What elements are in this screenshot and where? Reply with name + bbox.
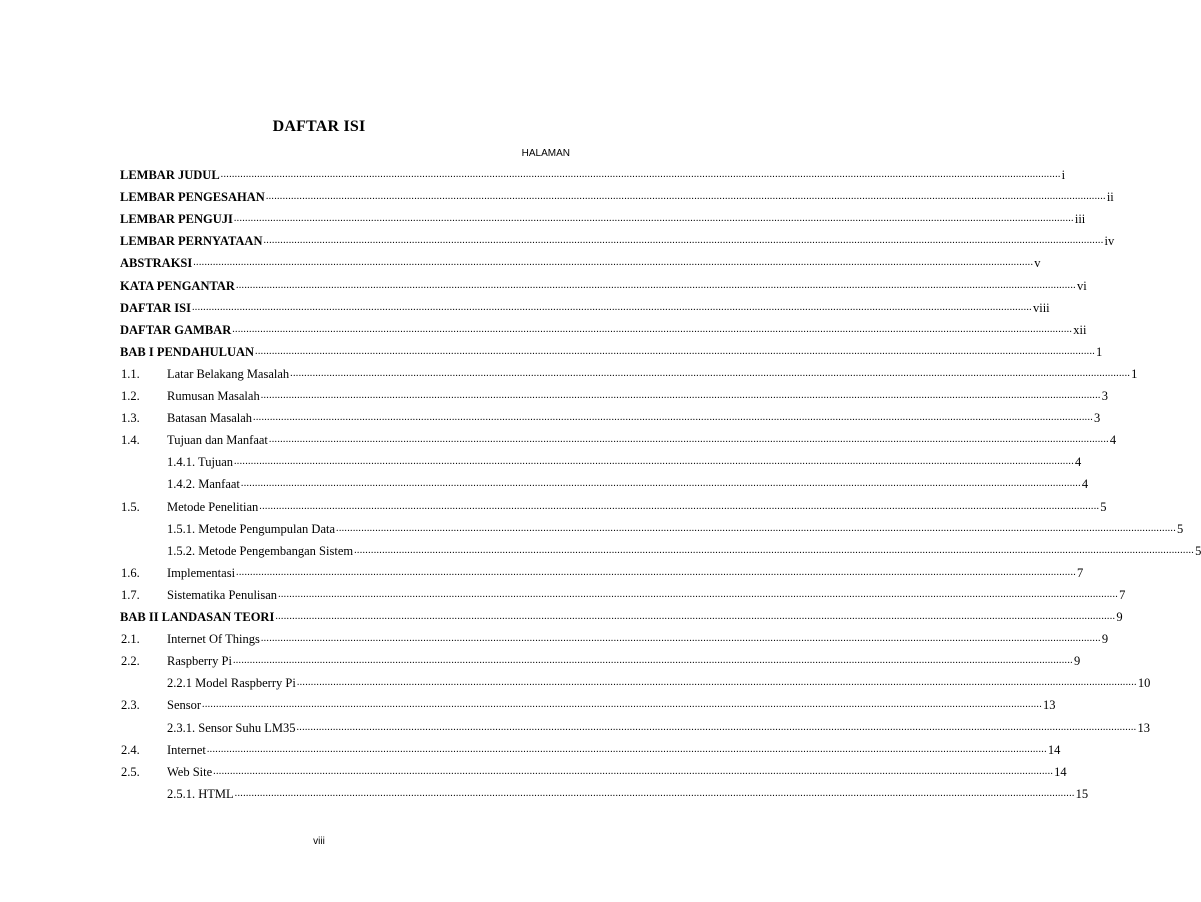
toc-entry-page: iv (1104, 234, 1115, 249)
toc-entry (121, 696, 1056, 713)
toc-leader-dots: ............................................................................................................................................................................................................................................................................................................ (296, 721, 1137, 733)
toc-entry (167, 785, 1089, 801)
toc-entry-label: 2.3.1. Sensor Suhu LM35 (167, 720, 296, 735)
page-title: DAFTAR ISI (272, 118, 366, 135)
toc-entry-page: 7 (1119, 587, 1126, 602)
halaman-label: HALAMAN (521, 148, 570, 159)
toc-entry-label: LEMBAR JUDUL (120, 168, 220, 182)
toc-entry-page: 4 (1109, 433, 1117, 448)
toc-leader-dots: ............................................................................................................................................................................................................................................................................................................ (213, 765, 1054, 777)
toc-entry-label: Internet Of Things (167, 632, 260, 647)
toc-entry-label: 1.4.1. Tujuan (167, 455, 233, 470)
toc-entry-label: 1.4.2. Manfaat (167, 477, 240, 492)
toc-entry (120, 321, 1087, 337)
toc-entry-page: 9 (1101, 632, 1109, 647)
toc-entry-page: v (1034, 256, 1041, 271)
toc-leader-dots: ............................................................................................................................................................................................................................................................................................................ (336, 522, 1177, 534)
toc-entry-page: 13 (1043, 698, 1056, 713)
toc-leader-dots: ............................................................................................................................................................................................................................................................................................................ (275, 611, 1116, 622)
toc-entry (121, 564, 1084, 580)
toc-entry (121, 387, 1108, 403)
toc-entry-page: 9 (1073, 654, 1081, 669)
toc-entry-page: vi (1076, 278, 1087, 293)
toc-entry-number: 1.5. (121, 499, 140, 514)
toc-entry-page: 15 (1075, 786, 1089, 801)
toc-entry-label: Internet (167, 742, 206, 757)
toc-entry-label: BAB II LANDASAN TEORI (120, 610, 275, 624)
toc-entry (121, 365, 1138, 381)
toc-entry-page: 14 (1047, 742, 1061, 757)
toc-entry-number: 2.4. (121, 742, 140, 757)
toc-leader-dots: ............................................................................................................................................................................................................................................................................................................ (259, 500, 1100, 512)
toc-entry-page: 7 (1077, 565, 1084, 580)
toc-entry (167, 520, 1184, 536)
toc-leader-dots: ............................................................................................................................................................................................................................................................................................................ (265, 191, 1106, 203)
toc-entry (121, 652, 1081, 669)
toc-leader-dots: ............................................................................................................................................................................................................................................................................................................ (206, 743, 1047, 755)
toc-leader-dots: ............................................................................................................................................................................................................................................................................................................ (235, 279, 1076, 291)
toc-entry-page: 4 (1081, 477, 1089, 492)
toc-entry-label: 1.5.2. Metode Pengembangan Sistem (167, 543, 354, 558)
toc-entry (121, 431, 1117, 448)
toc-entry (121, 409, 1101, 426)
toc-leader-dots: ............................................................................................................................................................................................................................................................................................................ (253, 412, 1094, 424)
toc-leader-dots: ............................................................................................................................................................................................................................................................................................................ (354, 544, 1195, 556)
toc-entry-number: 2.3. (121, 698, 140, 713)
toc-entry (121, 741, 1061, 757)
toc-entry (120, 299, 1050, 315)
toc-entry-page: 4 (1075, 455, 1082, 470)
toc-entry (120, 343, 1103, 359)
toc-entry-page: 5 (1100, 499, 1107, 514)
toc-entry-page: ii (1106, 190, 1114, 205)
toc-entry-page: 13 (1137, 720, 1150, 735)
toc-entry-label: Web Site (167, 764, 213, 779)
toc-entry-page: 3 (1101, 389, 1108, 403)
toc-entry-page: 14 (1054, 764, 1067, 779)
toc-entry-number: 1.1. (121, 366, 140, 381)
toc-entry-number: 1.2. (121, 389, 140, 403)
toc-leader-dots: ............................................................................................................................................................................................................................................................................................................ (233, 213, 1074, 225)
toc-leader-dots: ............................................................................................................................................................................................................................................................................................................ (260, 390, 1101, 401)
toc-entry-page: 5 (1195, 543, 1201, 558)
toc-entry (121, 763, 1067, 779)
toc-entry-page: 10 (1137, 676, 1151, 691)
toc-entry-label: LEMBAR PENGUJI (120, 212, 233, 227)
toc-entry-page: i (1061, 168, 1066, 182)
toc-entry-page: iii (1074, 212, 1086, 227)
toc-entry (120, 188, 1114, 205)
toc-entry (121, 498, 1107, 514)
toc-entry-label: LEMBAR PENGESAHAN (120, 190, 265, 205)
toc-entry-label: BAB I PENDAHULUAN (120, 344, 255, 359)
toc-entry (167, 542, 1201, 558)
toc-entry-number: 2.2. (121, 654, 140, 669)
toc-entry (167, 453, 1082, 470)
toc-entry (121, 630, 1109, 647)
toc-leader-dots: ............................................................................................................................................................................................................................................................................................................ (234, 456, 1074, 468)
toc-entry-label: Sistematika Penulisan (167, 587, 278, 602)
toc-entry-page: 1 (1096, 344, 1103, 359)
toc-entry (167, 674, 1151, 691)
toc-leader-dots: ............................................................................................................................................................................................................................................................................................................ (191, 301, 1032, 313)
toc-entry-label: KATA PENGANTAR (120, 278, 235, 293)
toc-entry-label: Tujuan dan Manfaat (167, 433, 268, 448)
toc-entry-number: 1.6. (121, 565, 140, 580)
toc-entry-page: viii (1032, 300, 1050, 315)
toc-entry-label: 2.2.1 Model Raspberry Pi (167, 676, 296, 691)
toc-entry (120, 166, 1066, 182)
toc-entry-number: 2.1. (121, 632, 140, 647)
toc-entry (120, 232, 1115, 249)
toc-entry-number: 1.3. (121, 411, 140, 426)
toc-leader-dots: ............................................................................................................................................................................................................................................................................................................ (263, 235, 1104, 247)
toc-entry (167, 719, 1150, 735)
toc-leader-dots: ............................................................................................................................................................................................................................................................................................................ (296, 677, 1137, 689)
toc-entry (120, 254, 1041, 271)
toc-entry-number: 1.7. (121, 587, 140, 602)
toc-entry-label: Implementasi (167, 565, 236, 580)
toc-entry (120, 210, 1086, 227)
toc-entry-label: ABSTRAKSI (120, 256, 193, 271)
toc-leader-dots: ............................................................................................................................................................................................................................................................................................................ (193, 257, 1034, 269)
toc-leader-dots: ............................................................................................................................................................................................................................................................................................................ (290, 367, 1131, 379)
toc-leader-dots: ............................................................................................................................................................................................................................................................................................................ (220, 169, 1061, 180)
toc-entry-label: Batasan Masalah (167, 411, 253, 426)
toc-entry-page: 5 (1177, 521, 1184, 536)
toc-entry-label: Rumusan Masalah (167, 389, 260, 403)
toc-leader-dots: ............................................................................................................................................................................................................................................................................................................ (236, 566, 1077, 578)
toc-entry-page: 3 (1094, 411, 1101, 426)
toc-entry-label: 1.5.1. Metode Pengumpulan Data (167, 521, 336, 536)
toc-entry (120, 277, 1087, 293)
toc-entry-label: Raspberry Pi (167, 654, 232, 669)
toc-entry-number: 2.5. (121, 764, 140, 779)
toc-entry-label: Metode Penelitian (167, 499, 259, 514)
page-number: viii (313, 836, 325, 847)
toc-entry (167, 475, 1089, 492)
toc-leader-dots: ............................................................................................................................................................................................................................................................................................................ (202, 699, 1043, 711)
toc-entry-label: Sensor (167, 698, 202, 713)
toc-entry-page: 1 (1131, 366, 1138, 381)
toc-leader-dots: ............................................................................................................................................................................................................................................................................................................ (268, 434, 1109, 446)
toc-leader-dots: ............................................................................................................................................................................................................................................................................................................ (232, 323, 1073, 335)
toc-entry-label: DAFTAR ISI (120, 300, 191, 315)
toc-entry-number: 1.4. (121, 433, 140, 448)
toc-leader-dots: ............................................................................................................................................................................................................................................................................................................ (260, 633, 1101, 645)
toc-entry-label: DAFTAR GAMBAR (120, 322, 232, 337)
toc-entry-label: Latar Belakang Masalah (167, 366, 290, 381)
toc-leader-dots: ............................................................................................................................................................................................................................................................................................................ (234, 787, 1075, 799)
toc-entry (121, 586, 1126, 602)
toc-leader-dots: ............................................................................................................................................................................................................................................................................................................ (255, 345, 1096, 357)
toc-entry-label: 2.5.1. HTML (167, 786, 234, 801)
toc-leader-dots: ............................................................................................................................................................................................................................................................................................................ (278, 588, 1119, 600)
toc-entry-page: xii (1073, 322, 1087, 337)
toc-entry (120, 608, 1123, 624)
toc-leader-dots: ............................................................................................................................................................................................................................................................................................................ (240, 478, 1081, 490)
toc-entry-label: LEMBAR PERNYATAAN (120, 234, 263, 249)
toc-leader-dots: ............................................................................................................................................................................................................................................................................................................ (232, 655, 1073, 667)
toc-entry-page: 9 (1116, 610, 1123, 624)
